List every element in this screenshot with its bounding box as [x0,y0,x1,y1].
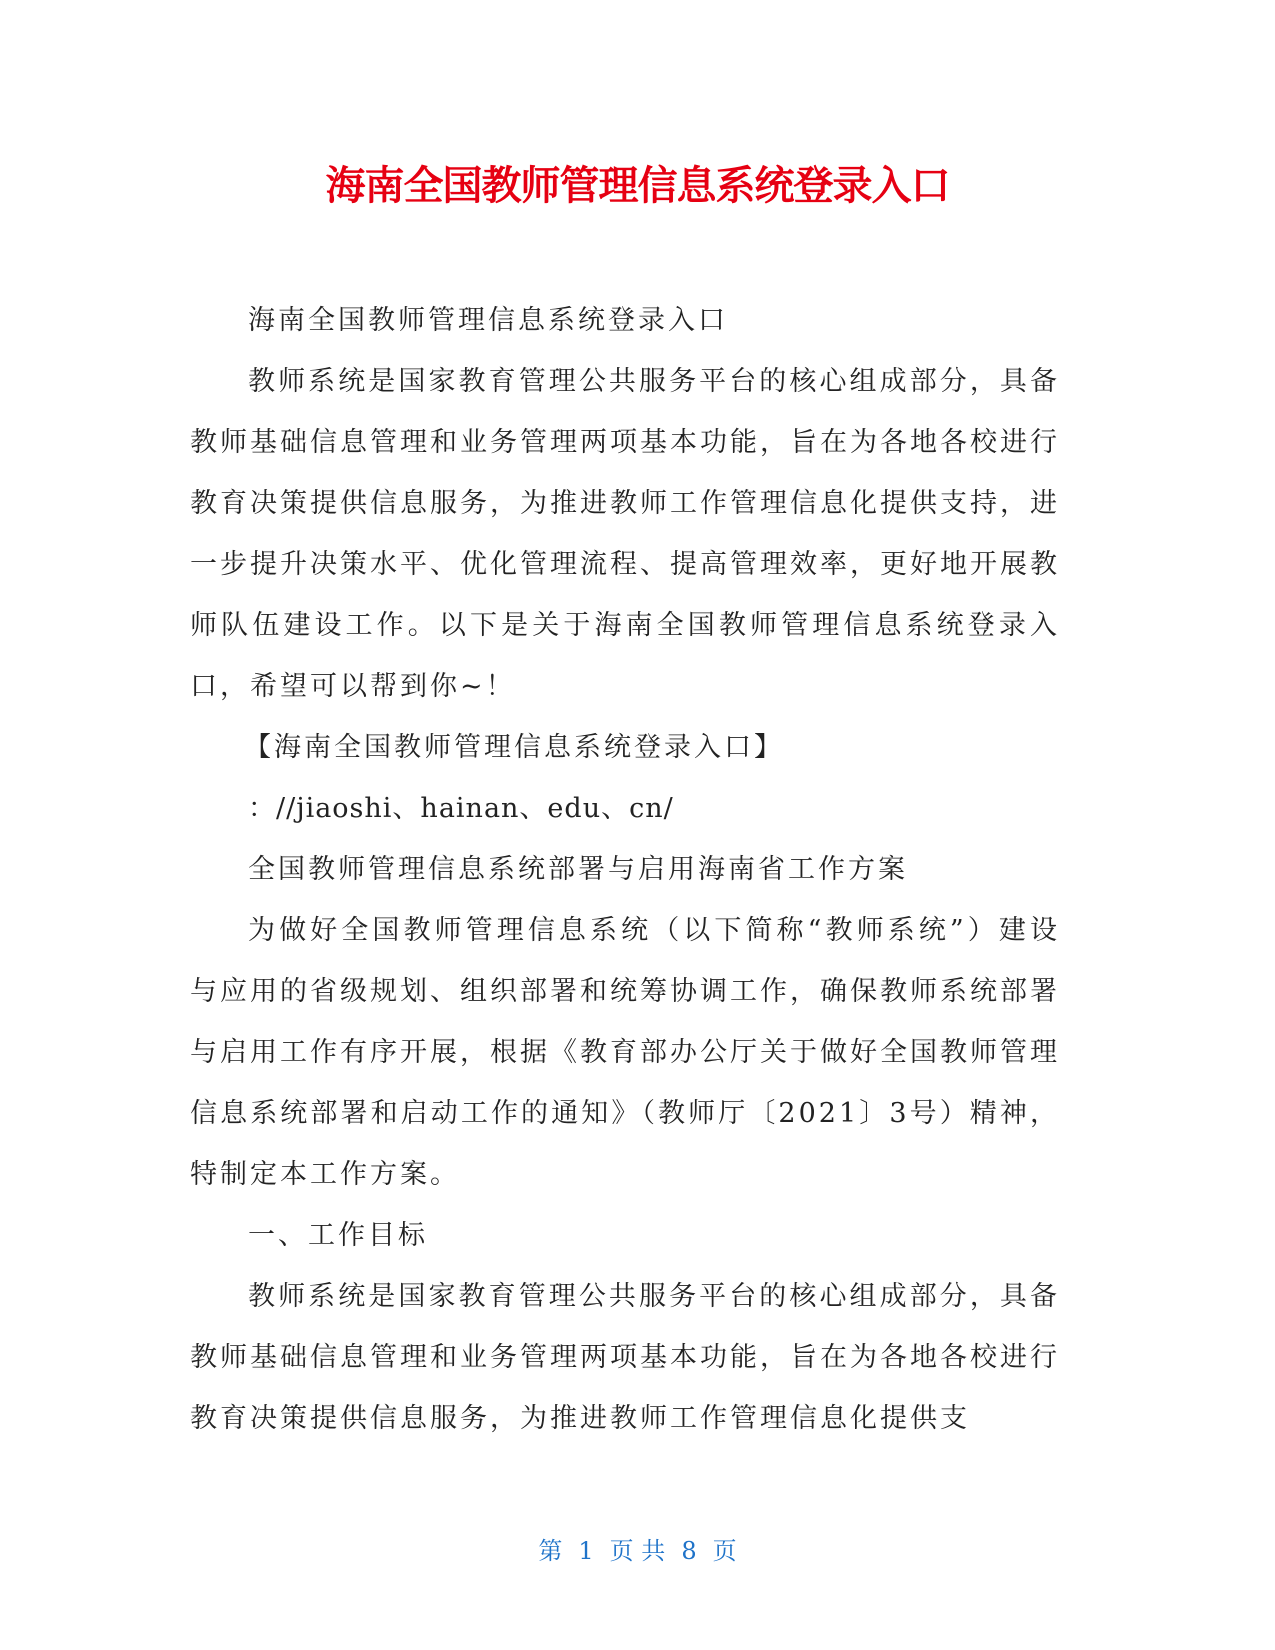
page-current: 1 [578,1537,594,1565]
paragraph: 海南全国教师管理信息系统登录入口 [248,305,728,336]
paragraph: 全国教师管理信息系统部署与启用海南省工作方案 [248,854,908,885]
paragraph: 教师系统是国家教育管理公共服务平台的核心组成部分，具备教师基础信息管理和业务管理两项基本功能，旨在为各地各校进行教育决策提供信息服务，为推进教师工作管理信息化提供支持，进一步提升决策水平、优化管理流程、提高管理效率，更好地开展教师队伍建设工作。以下是关于海南全国教师管理信息系统登录入口，希望可以帮到你~！ [190,366,1060,702]
page-label-suffix: 页 [712,1537,737,1565]
page-label-prefix: 第 [538,1537,563,1565]
document-body [190,290,1060,1449]
page-total: 8 [681,1537,697,1565]
paragraph: 【海南全国教师管理信息系统登录入口】 [244,732,784,763]
url-line: ：//jiaoshi、hainan、edu、cn/ [248,793,674,824]
paragraph: 为做好全国教师管理信息系统（以下简称“教师系统”）建设与应用的省级规划、组织部署和统筹协调工作，确保教师系统部署与启用工作有序开展，根据《教育部办公厅关于做好全国教师管理信息系统部署和启动工作的通知》（教师厅〔2021〕3号）精神，特制定本工作方案。 [190,915,1060,1190]
section-heading: 一、工作目标 [248,1220,428,1251]
page-label-mid: 页 共 [609,1537,666,1565]
paragraph: 教师系统是国家教育管理公共服务平台的核心组成部分，具备教师基础信息管理和业务管理两项基本功能，旨在为各地各校进行教育决策提供信息服务，为推进教师工作管理信息化提供支 [190,1281,1060,1434]
page-title: 海南全国教师管理信息系统登录入口 [325,163,950,209]
page-footer [0,1535,1275,1567]
